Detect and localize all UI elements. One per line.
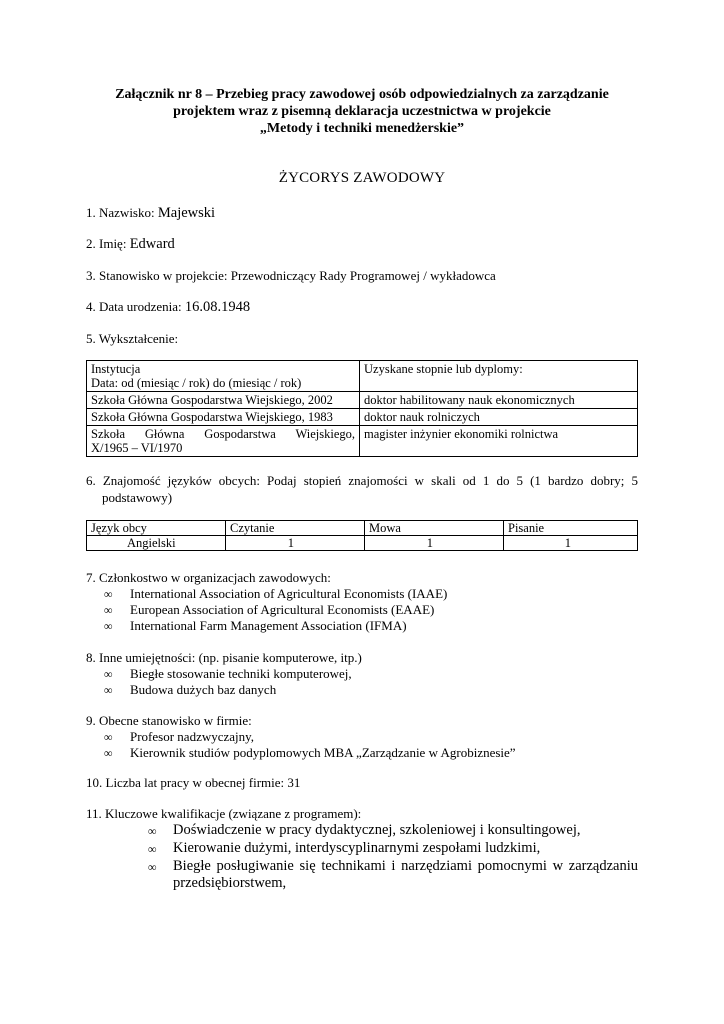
- table-row: [87, 426, 638, 457]
- languages-header-speaking: Mowa: [365, 521, 504, 536]
- education-degree: magister inżynier ekonomiki rolnictwa: [360, 426, 638, 457]
- education-institution: Szkoła Główna Gospodarstwa Wiejskiego, 1983: [87, 409, 360, 426]
- skills-list: [104, 666, 352, 698]
- institution-line: Szkoła Główna Gospodarstwa Wiejskiego,: [91, 427, 355, 441]
- list-item: [104, 618, 447, 634]
- list-item: [148, 858, 638, 892]
- education-degree: doktor nauk rolniczych: [360, 409, 638, 426]
- birth-date-field: [86, 299, 250, 315]
- surname-label: 1. Nazwisko:: [86, 205, 155, 220]
- language-writing: 1: [504, 536, 638, 551]
- bullet-icon: ∞: [104, 746, 113, 760]
- table-row: [87, 392, 638, 409]
- education-institution: [87, 426, 360, 457]
- list-item: [104, 602, 447, 618]
- memberships-list: [104, 586, 447, 634]
- table-row: [87, 361, 638, 392]
- table-row: [87, 521, 638, 536]
- skills-label: 8. Inne umiejętności: (np. pisanie komputerowe, itp.): [86, 650, 362, 665]
- bullet-icon: ∞: [104, 603, 113, 617]
- language-reading: 1: [226, 536, 365, 551]
- languages-header-language: Język obcy: [87, 521, 226, 536]
- heading-line-1: Załącznik nr 8 – Przebieg pracy zawodowej osób odpowiedzialnych za zarządzanie: [115, 87, 609, 102]
- list-item-text: Biegłe posługiwanie się technikami i narzędziami pomocnymi w zarządzaniu przedsiębiorstwem,: [173, 858, 638, 891]
- list-item-text: European Association of Agricultural Economists (EAAE): [130, 602, 435, 617]
- languages-question-line-1: 6. Znajomość języków obcych: Podaj stopień znajomości w skali od 1 do 5 (1 bardzo dobry; 5: [86, 473, 638, 488]
- qualifications-label: 11. Kluczowe kwalifikacje (związane z programem):: [86, 806, 362, 821]
- education-degree: doktor habilitowany nauk ekonomicznych: [360, 392, 638, 409]
- list-item-text: Profesor nadzwyczajny,: [130, 729, 255, 744]
- list-item-text: International Farm Management Association (IFMA): [130, 618, 407, 633]
- heading-line-2: projektem wraz z pisemną deklaracja uczestnictwa w projekcie: [173, 104, 551, 119]
- list-item-text: Kierownik studiów podyplomowych MBA „Zarządzanie w Agrobiznesie”: [130, 745, 516, 760]
- table-row: [87, 409, 638, 426]
- name-label: 2. Imię:: [86, 236, 127, 251]
- bullet-icon: ∞: [104, 683, 113, 697]
- name-field: [86, 236, 175, 252]
- bullet-icon: ∞: [104, 587, 113, 601]
- table-row: [87, 536, 638, 551]
- list-item: [104, 729, 516, 745]
- list-item-text: International Association of Agricultural Economists (IAAE): [130, 586, 448, 601]
- current-position-label: 9. Obecne stanowisko w firmie:: [86, 713, 252, 728]
- surname-value: Majewski: [157, 205, 216, 221]
- years-field: [86, 775, 300, 791]
- languages-table: [86, 520, 638, 551]
- header-dates-line: Data: od (miesiąc / rok) do (miesiąc / rok): [91, 376, 302, 390]
- name-value: Edward: [129, 236, 175, 252]
- bullet-icon: ∞: [148, 860, 157, 874]
- position-field: [86, 268, 496, 284]
- current-position-list: [104, 729, 516, 761]
- institution-dates-line: X/1965 – VI/1970: [91, 441, 183, 455]
- qualifications-list: [148, 822, 638, 892]
- list-item: [104, 586, 447, 602]
- education-institution: Szkoła Główna Gospodarstwa Wiejskiego, 2002: [87, 392, 360, 409]
- position-label: 3. Stanowisko w projekcie:: [86, 268, 228, 283]
- list-item: [148, 840, 638, 858]
- bullet-icon: ∞: [104, 667, 113, 681]
- memberships-label: 7. Członkostwo w organizacjach zawodowych:: [86, 570, 331, 585]
- list-item: [148, 822, 638, 840]
- languages-header-reading: Czytanie: [226, 521, 365, 536]
- position-value: Przewodniczący Rady Programowej / wykładowca: [230, 268, 496, 283]
- list-item-text: Doświadczenie w pracy dydaktycznej, szkoleniowej i konsultingowej,: [173, 822, 581, 838]
- education-table: [86, 360, 638, 457]
- list-item-text: Budowa dużych baz danych: [130, 682, 277, 697]
- years-value: 31: [287, 775, 301, 790]
- birth-date-label: 4. Data urodzenia:: [86, 299, 182, 314]
- languages-question: [86, 472, 638, 506]
- languages-question-line-2: podstawowy): [102, 490, 173, 505]
- bullet-icon: ∞: [104, 619, 113, 633]
- bullet-icon: ∞: [148, 824, 157, 838]
- language-speaking: 1: [365, 536, 504, 551]
- list-item-text: Kierowanie dużymi, interdyscyplinarnymi zespołami ludzkimi,: [173, 840, 541, 856]
- surname-field: [86, 205, 215, 221]
- language-name: Angielski: [87, 536, 226, 551]
- birth-date-value: 16.08.1948: [184, 299, 251, 315]
- list-item-text: Biegłe stosowanie techniki komputerowej,: [130, 666, 352, 681]
- list-item: [104, 666, 352, 682]
- cv-title: ŻYCORYS ZAWODOWY: [278, 170, 446, 186]
- years-label: 10. Liczba lat pracy w obecnej firmie:: [86, 775, 285, 790]
- list-item: [104, 682, 352, 698]
- list-item: [104, 745, 516, 761]
- heading-line-3: „Metody i techniki menedżerskie”: [259, 121, 465, 136]
- bullet-icon: ∞: [104, 730, 113, 744]
- education-header-degree: Uzyskane stopnie lub dyplomy:: [360, 361, 638, 392]
- education-label: 5. Wykształcenie:: [86, 331, 179, 346]
- header-institution-line: Instytucja: [91, 362, 141, 376]
- document-heading: [60, 86, 664, 137]
- languages-header-writing: Pisanie: [504, 521, 638, 536]
- education-header-institution: [87, 361, 360, 392]
- bullet-icon: ∞: [148, 842, 157, 856]
